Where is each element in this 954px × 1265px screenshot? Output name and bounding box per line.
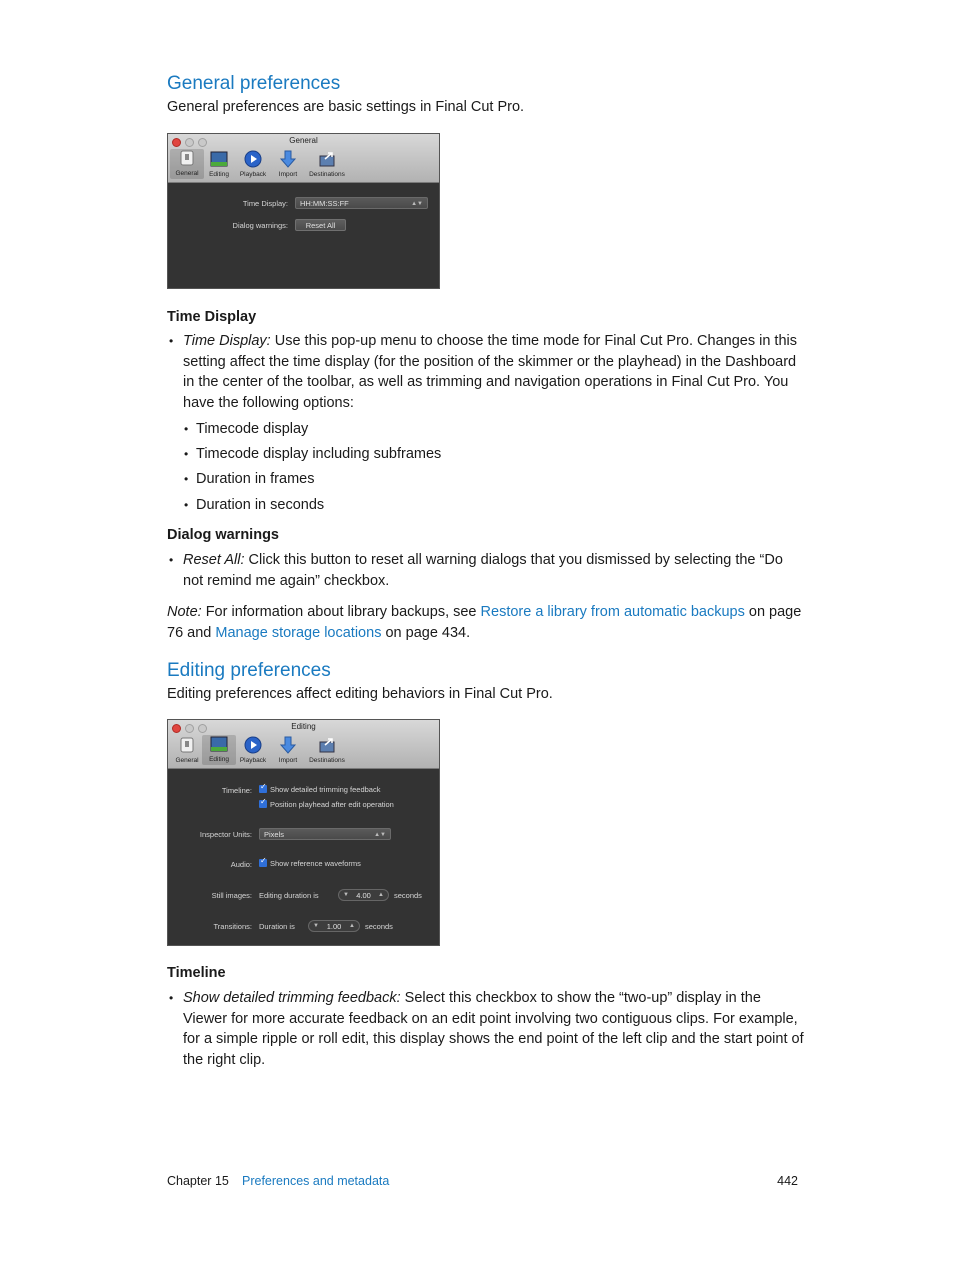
time-display-popup[interactable] [295,197,428,209]
checkbox-checked-icon [259,859,267,867]
restore-library-link[interactable]: Restore a library from automatic backups [480,604,745,620]
import-arrow-icon [279,736,297,754]
toolbar-editing[interactable] [202,150,236,178]
import-arrow-icon [279,150,297,168]
note-label: Note: [167,604,202,620]
footer-chapter-title-link[interactable]: Preferences and metadata [242,1174,390,1188]
inspector-units-label: Inspector Units: [199,830,252,839]
still-images-label: Still images: [211,891,252,900]
transitions-suffix: seconds [365,922,393,931]
timeline-label: Timeline: [221,786,252,795]
still-images-prefix: Editing duration is [259,891,319,900]
playback-play-icon [244,736,262,754]
inspector-units-value: Pixels [264,830,285,839]
toolbar-destinations[interactable] [308,736,346,764]
editing-timeline-icon [210,150,228,168]
destinations-share-icon [318,150,336,168]
note-text: For information about library backups, see [201,604,481,620]
window-title: General [289,136,318,145]
still-duration-value: 4.00 [356,891,371,900]
transition-duration-value: 1.00 [326,922,342,931]
decrement-icon[interactable]: ▼ [313,923,319,929]
transitions-prefix: Duration is [259,922,295,931]
editing-preferences-window [167,719,440,946]
toolbar-playback-label: Playback [239,171,267,178]
still-duration-stepper[interactable] [338,889,389,901]
checkbox-label: Show reference waveforms [270,859,361,868]
toolbar-general[interactable] [170,149,204,179]
inspector-units-popup[interactable] [259,828,391,840]
checkbox-label: Show detailed trimming feedback [270,785,381,794]
description: Click this button to reset all warning dialogs that you dismissed by selecting the “Do not remind me again” checkbox. [183,552,783,589]
list-item: • Timecode display including subframes [167,444,807,465]
increment-icon[interactable]: ▲ [378,892,384,898]
general-switch-icon [178,736,196,754]
general-preferences-window [167,133,440,289]
checkbox-checked-icon [259,800,267,808]
toolbar-import-label: Import [278,757,298,764]
toolbar-playback[interactable] [236,150,270,178]
popup-arrows-icon: ▲▼ [374,832,386,838]
reference-waveforms-checkbox[interactable] [259,859,361,868]
term: Reset All: [183,552,245,568]
list-item [167,550,807,591]
position-playhead-checkbox[interactable] [259,800,394,809]
general-preferences-heading: General preferences [167,73,341,94]
timeline-heading: Timeline [167,965,226,981]
reset-all-button[interactable]: Reset All [295,219,346,231]
checkbox-label: Position playhead after edit operation [270,800,394,809]
list-item [167,331,807,414]
trimming-feedback-checkbox[interactable] [259,785,380,794]
list-item: • Duration in frames [167,469,807,490]
toolbar-general[interactable] [170,736,204,764]
toolbar-import[interactable] [271,150,305,178]
toolbar-playback-label: Playback [239,757,267,764]
page-number: 442 [777,1174,798,1188]
toolbar-playback[interactable] [236,736,270,764]
toolbar-destinations-label: Destinations [309,757,345,764]
time-display-label: Time Display: [242,199,288,208]
toolbar-import[interactable] [271,736,305,764]
toolbar-import-label: Import [278,171,298,178]
general-preferences-intro: General preferences are basic settings in Final Cut Pro. [167,99,525,115]
general-switch-icon [178,149,196,167]
editing-timeline-icon [210,735,228,753]
window-titlebar [168,134,439,183]
toolbar-editing[interactable] [202,735,236,765]
dialog-warnings-list [167,550,807,591]
note-paragraph [167,602,807,643]
decrement-icon[interactable]: ▼ [343,892,349,898]
term: Time Display: [183,333,271,349]
toolbar-general-label: General [175,757,199,764]
timeline-list [167,988,807,1071]
toolbar-editing-label: Editing [209,756,229,763]
destinations-share-icon [318,736,336,754]
increment-icon[interactable]: ▲ [349,923,355,929]
description: Use this pop-up menu to choose the time mode for Final Cut Pro. Changes in this setting affect the time display (for the position of the skimmer or the playhead) in the Dashboard in the center of the toolbar, as well as trimming and navigation operations in Final Cut Pro. You have the following options: [183,333,798,412]
list-item [167,988,807,1071]
playback-play-icon [244,150,262,168]
dialog-warnings-heading: Dialog warnings [167,527,279,543]
transitions-label: Transitions: [213,922,252,931]
term: Show detailed trimming feedback: [183,990,401,1006]
still-images-suffix: seconds [394,891,422,900]
transition-duration-stepper[interactable] [308,920,360,932]
editing-preferences-heading: Editing preferences [167,660,331,681]
note-text: on page 76 and [167,604,802,641]
popup-arrows-icon: ▲▼ [411,201,423,207]
dialog-warnings-label: Dialog warnings: [232,221,288,230]
toolbar-editing-label: Editing [209,171,229,178]
manage-storage-link[interactable]: Manage storage locations [215,624,382,641]
note-text: on page 434. [381,624,471,641]
editing-preferences-intro: Editing preferences affect editing behaviors in Final Cut Pro. [167,686,553,702]
time-display-heading: Time Display [167,309,257,325]
time-display-list [167,331,807,515]
window-title: Editing [291,722,316,731]
window-titlebar [168,720,439,769]
footer-chapter: Chapter 15 [167,1174,229,1188]
list-item: • Duration in seconds [167,495,807,516]
toolbar-destinations[interactable] [308,150,346,178]
audio-label: Audio: [230,860,252,869]
time-display-value: HH:MM:SS:FF [300,199,349,208]
list-item: • Timecode display [167,419,807,440]
description: Select this checkbox to show the “two-up” display in the Viewer for more accurate feedback on an edit point involving two contiguous clips. For example, for a simple ripple or roll edit, this display shows the end point of the left clip and the start point of the right clip. [183,990,804,1069]
toolbar-destinations-label: Destinations [309,171,345,178]
checkbox-checked-icon [259,785,267,793]
toolbar-general-label: General [175,170,199,177]
